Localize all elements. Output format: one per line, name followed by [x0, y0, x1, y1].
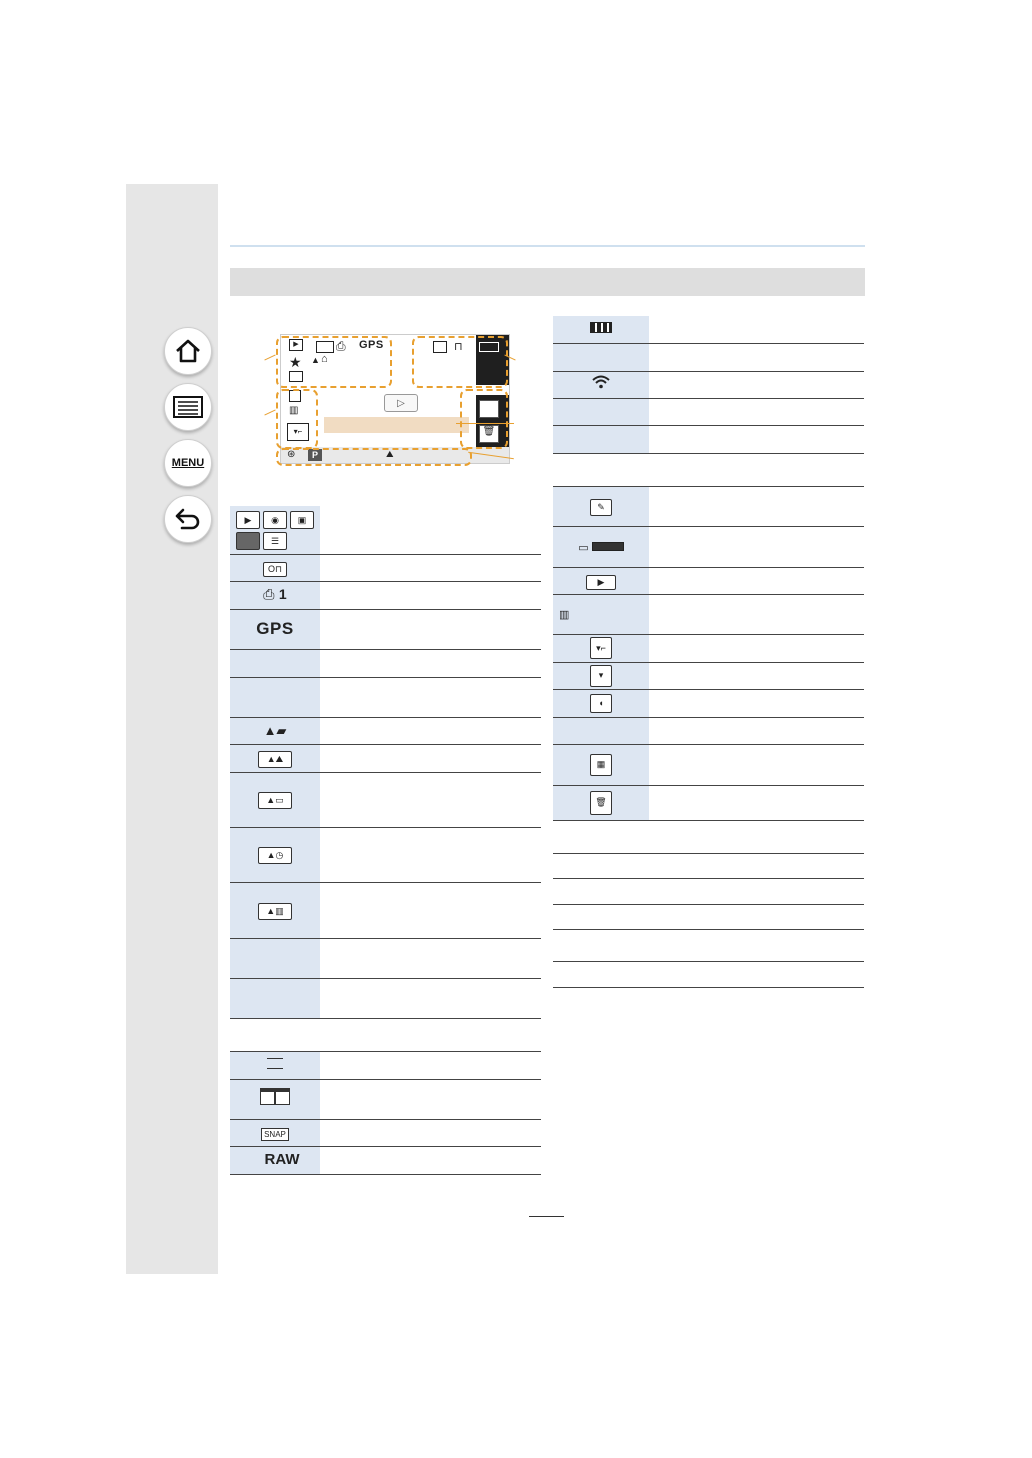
- table-row: [553, 961, 864, 987]
- protect-key-icon: O⊓: [263, 562, 287, 577]
- menu-button[interactable]: [164, 439, 212, 487]
- table-row: [230, 938, 541, 978]
- back-arrow-icon: [174, 507, 202, 531]
- gps-preview-label: GPS: [359, 339, 384, 351]
- table-row: [553, 717, 864, 744]
- play-mode-icon: ▶: [236, 511, 260, 529]
- movie-icon: ▲: [311, 355, 320, 365]
- grid-icon: ▦: [590, 754, 612, 776]
- table-row: [553, 567, 864, 594]
- table-row: [230, 1051, 541, 1079]
- gps-label: GPS: [256, 619, 294, 638]
- table-row: [553, 343, 864, 371]
- callout-line-4: [456, 423, 514, 424]
- table-row: [230, 978, 541, 1018]
- top-divider: [230, 245, 865, 247]
- table-row: [553, 689, 864, 717]
- scene-icon: ⛰: [386, 449, 394, 459]
- table-row: [553, 785, 864, 820]
- table-row: [553, 744, 864, 785]
- menu-label: MENU: [171, 457, 205, 469]
- interval-group-icon: ▲◷: [258, 847, 292, 864]
- table-row: [230, 677, 541, 717]
- table-row: [553, 371, 864, 398]
- right-icon-table: [553, 316, 864, 988]
- table-row: [553, 594, 864, 634]
- table-row: [553, 526, 864, 567]
- edit-icon: ✎: [590, 499, 612, 516]
- table-row: [553, 425, 864, 453]
- callout-line-2: [264, 410, 275, 416]
- star-icon: ★: [289, 354, 302, 370]
- play-button-icon: ▶: [586, 575, 616, 590]
- home-icon: [174, 338, 202, 364]
- lock-icon: ⊓: [454, 341, 463, 353]
- table-row: [553, 904, 864, 929]
- p-mode-box: P: [308, 449, 322, 461]
- screen-preview: [270, 327, 520, 467]
- contents-button[interactable]: [164, 383, 212, 431]
- callout-box-1: [276, 336, 392, 388]
- table-row: [553, 929, 864, 961]
- table-row: [230, 1119, 541, 1146]
- burst-group-icon: ▲▭: [258, 792, 292, 809]
- table-row: [230, 609, 541, 649]
- table-row: [230, 1018, 541, 1051]
- table-row: [230, 717, 541, 744]
- travel-icon: ▥: [289, 405, 299, 416]
- print-icon: ⎙: [263, 586, 275, 602]
- send-image-icon: ▾⌐: [590, 637, 612, 659]
- play-button-preview: ▷: [384, 394, 418, 412]
- callout-box-2: [412, 336, 508, 388]
- callout-line-1: [264, 355, 275, 361]
- profile-icon: ☰: [263, 532, 287, 550]
- split-screen-icon: [260, 1088, 290, 1105]
- table-row: [230, 1079, 541, 1119]
- back-button[interactable]: [164, 495, 212, 543]
- table-row: [553, 853, 864, 878]
- callout-box-3: [276, 389, 318, 449]
- info-highlight-bar: [324, 417, 469, 433]
- table-row: [230, 649, 541, 677]
- table-row: [230, 882, 541, 938]
- movie-group-icon: ▲▰: [263, 722, 287, 738]
- table-row: [230, 581, 541, 609]
- progress-bar-icon: [592, 542, 624, 551]
- aspect-single-icon: [267, 1058, 283, 1069]
- slide-icon: [236, 532, 260, 550]
- callout-box-5: [276, 448, 472, 466]
- print-icon: ⎙: [336, 339, 346, 353]
- icon-cell: [230, 506, 320, 554]
- table-row: [553, 662, 864, 689]
- camera-icon: ◉: [263, 511, 287, 529]
- callout-box-4: [460, 389, 508, 449]
- raw-label: RAW: [264, 1151, 300, 1168]
- trash-preview-icon: 🗑: [479, 425, 499, 443]
- table-row: [553, 398, 864, 425]
- table-row: [553, 878, 864, 904]
- travel-icon: ▥: [559, 609, 570, 621]
- table-row: [230, 744, 541, 772]
- wifi-icon: [592, 375, 610, 389]
- print-count: 1: [278, 586, 287, 602]
- timer-icon: ⊛: [287, 449, 296, 460]
- stop-motion-group-icon: ▲▥: [258, 903, 292, 920]
- left-icon-table: [230, 506, 541, 1175]
- table-row: [230, 1146, 541, 1174]
- page-number-underline: [529, 1216, 564, 1217]
- table-row: [553, 316, 864, 343]
- snap-label: SNAP: [261, 1128, 289, 1141]
- table-row: [230, 506, 541, 554]
- movie-camera-icon: ▣: [290, 511, 314, 529]
- play-mode-icon: ▶: [289, 339, 303, 351]
- send-icon: ▾⌐: [287, 423, 309, 441]
- send-down-icon: ▾: [590, 665, 612, 687]
- list-icon: [173, 396, 203, 418]
- group-icon: ⌂: [321, 353, 328, 365]
- table-row: [230, 827, 541, 882]
- mute-icon: ◖: [590, 694, 612, 713]
- trash-icon: 🗑: [590, 791, 612, 815]
- home-button[interactable]: [164, 327, 212, 375]
- section-header-bar: [230, 268, 865, 296]
- table-row: [553, 453, 864, 486]
- panorama-group-icon: ▲⛰: [258, 751, 292, 768]
- table-row: [553, 634, 864, 662]
- table-row: [553, 486, 864, 526]
- battery-icon: [590, 322, 612, 333]
- table-row: [230, 554, 541, 581]
- burst-bar-icon: ▭: [578, 541, 589, 554]
- table-row: [553, 820, 864, 853]
- table-row: [230, 772, 541, 827]
